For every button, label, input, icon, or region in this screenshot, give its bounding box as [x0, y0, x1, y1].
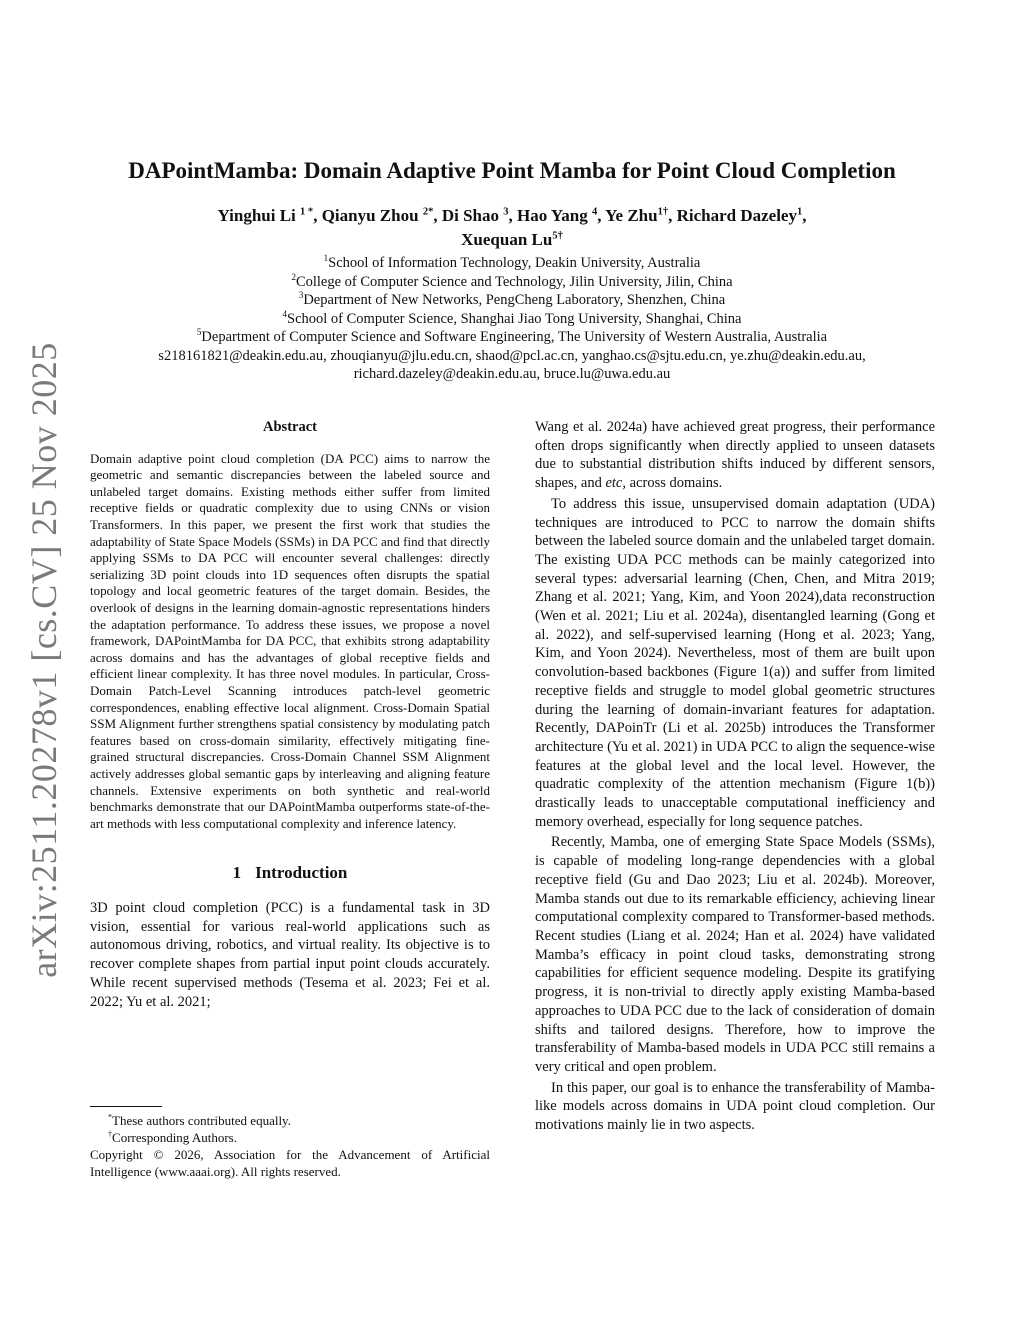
email-line: richard.dazeley@deakin.edu.au, bruce.lu@uwa.edu.au	[353, 366, 671, 382]
paper-title: DAPointMamba: Domain Adaptive Point Mamba for Point Cloud Completion	[128, 158, 896, 183]
right-column	[535, 418, 935, 1135]
author: Ye Zhu$^{1\dagger}$,	[605, 206, 677, 225]
author: Xuequan $Lu^{5\dagger}$	[461, 230, 563, 249]
affiliation: $^3$Department of New Networks, PengCheng Laboratory, Shenzhen, China	[298, 290, 726, 308]
section-heading	[90, 864, 490, 883]
affiliation: $^1$School of Information Technology, Deakin University, Australia	[323, 253, 701, 271]
section-number: 1	[232, 863, 242, 883]
section-title: Introduction	[255, 863, 348, 883]
arxiv-identifier: arXiv:2511.20278v1 [cs.CV] 25 Nov 2025	[24, 342, 64, 978]
copyright-notice: Copyright © 2026, Association for the Advancement of Artificial Intelligence (www.aaai.org). All rights reserved.	[90, 1147, 490, 1179]
footnotes	[90, 1112, 490, 1180]
author: Richard Dazeley$^1$,	[676, 206, 807, 225]
footnote-corresponding: †Corresponding Authors.	[108, 1129, 237, 1145]
body-paragraph: Wang et al. 2024a) have achieved great progress, their performance often drops significantly when directly applied to unseen datasets due to substantial distribution shifts induced by different sensors, shapes, and etc, across domains.	[535, 419, 935, 492]
footnote-equal-contribution: *These authors contributed equally.	[108, 1112, 291, 1128]
body-paragraph: Recently, Mamba, one of emerging State Space Models (SSMs), is capable of modeling long-range dependencies with a global receptive field (Gu and Dao 2023; Liu et al. 2024b). Moreover, Mamba stands out due to its remarkable efficiency, achieving linear computational complexity compared to Transformer-based methods. Recent studies (Liang et al. 2024; Han et al. 2024) have validated Mamba’s efficacy in point cloud tasks, demonstrating strong capabilities for efficient sequence modeling. Despite its gratifying progress, it is non-trivial to directly apply existing Mamba-based approaches to UDA PCC due to the lack of consideration of domain shifts and tailored designs. Therefore, how to improve the transferability of Mamba-based models in UDA PCC still remains a very critical and open problem.	[535, 834, 935, 1075]
body-paragraph: To address this issue, unsupervised domain adaptation (UDA) techniques are introduced to PCC to narrow the domain shifts between the labeled source domain and the unlabeled target domain. The existing UDA PCC methods can be mainly categorized into several types: adversarial learning (Chen, Chen, and Mitra 2019; Zhang et al. 2021; Yang, Kim, and Yoon 2024),data reconstruction (Wen et al. 2021; Liu et al. 2024a), disentangled learning (Gong et al. 2022), and self-supervised learning (Hong et al. 2023; Yang, Kim, and Yoon 2024). Nevertheless, most of them are built upon convolution-based backbones (Figure 1(a)) and suffer from limited receptive fields and struggle to model global geometric structures during the learning of domain-invariant features for adaptation. Recently, DAPoinTr (Li et al. 2025b) introduces the Transformer architecture (Yu et al. 2021) in UDA PCC to align the sequence-wise features at the global level and the local level. However, the quadratic complexity of the attention mechanism (Figure 1(b)) drastically leads to unacceptable computational inefficiency and memory overhead, especially for long sequence patches.	[535, 495, 935, 830]
abstract-text: Domain adaptive point cloud completion (DA PCC) aims to narrow the geometric and semantic discrepancies between the labeled source and unlabeled target domains. Existing methods either suffer from limited receptive fields or quadratic complexity due to using CNNs or vision Transformers. In this paper, we present the first work that studies the adaptability of State Space Models (SSMs) in DA PCC and find that directly applying SSMs to DA PCC will encounter several challenges: directly serializing 3D point clouds into 1D sequences often disrupts the spatial topology and local geometric features of the target domain. Besides, the overlook of designs in the learning domain-agnostic representations hinders the adaptation performance. To address these issues, we propose a novel framework, DAPointMamba for DA PCC, that exhibits strong adaptability across domains and has the advantages of global receptive fields and efficient linear complexity. It has three novel modules. In particular, Cross-Domain Patch-Level Scanning introduces patch-level geometric correspondences, enabling effective local alignment. Cross-Domain Spatial SSM Alignment further strengthens spatial consistency by modulating patch features based on cross-domain similarity, effectively mitigating fine-grained structural discrepancies. Cross-Domain Channel SSM Alignment actively addresses global semantic gaps by interleaving and aligning feature channels. Extensive experiments on both synthetic and real-world benchmarks demonstrate that our DAPointMamba outperforms state-of-the-art methods with less computational complexity and inference latency.	[90, 450, 490, 831]
abstract-heading: Abstract	[263, 419, 317, 435]
author: Di Shao $^3$,	[441, 206, 518, 225]
affiliation-block	[40, 254, 984, 384]
footnote-rule	[90, 1106, 162, 1107]
author-list	[100, 204, 924, 252]
affiliation: $^2$College of Computer Science and Technology, Jilin University, Jilin, China	[291, 271, 733, 290]
email-line: s218161821@deakin.edu.au, zhouqianyu@jlu.edu.cn, shaod@pcl.ac.cn, yanghao.cs@sjtu.edu.cn, ye.zhu@deakin.edu.au,	[158, 347, 866, 364]
author: Hao Yang $^4$,	[517, 206, 606, 225]
author: Yinghui Li $^{1 *}$,	[217, 206, 322, 225]
affiliation: $^4$School of Computer Science, Shanghai Jiao Tong University, Shanghai, China	[282, 308, 742, 327]
italic-etc: etc,	[605, 475, 626, 492]
affiliation: $^5$Department of Computer Science and Software Engineering, The University of Western Australia, Australia	[196, 327, 828, 345]
intro-paragraph: 3D point cloud completion (PCC) is a fundamental task in 3D vision, essential for various real-world applications such as autonomous driving, robotics, and virtual reality. Its objective is to recover complete shapes from partial input point clouds accurately. While recent supervised methods (Tesema et al. 2023; Fei et al. 2022; Yu et al. 2021;	[90, 900, 490, 1010]
body-paragraph: In this paper, our goal is to enhance the transferability of Mamba-like models across domains in UDA point cloud completion. Our motivations mainly lie in two aspects.	[535, 1079, 935, 1134]
author: Qianyu Zhou $^{2*}$,	[321, 206, 442, 225]
left-column	[90, 418, 490, 1011]
